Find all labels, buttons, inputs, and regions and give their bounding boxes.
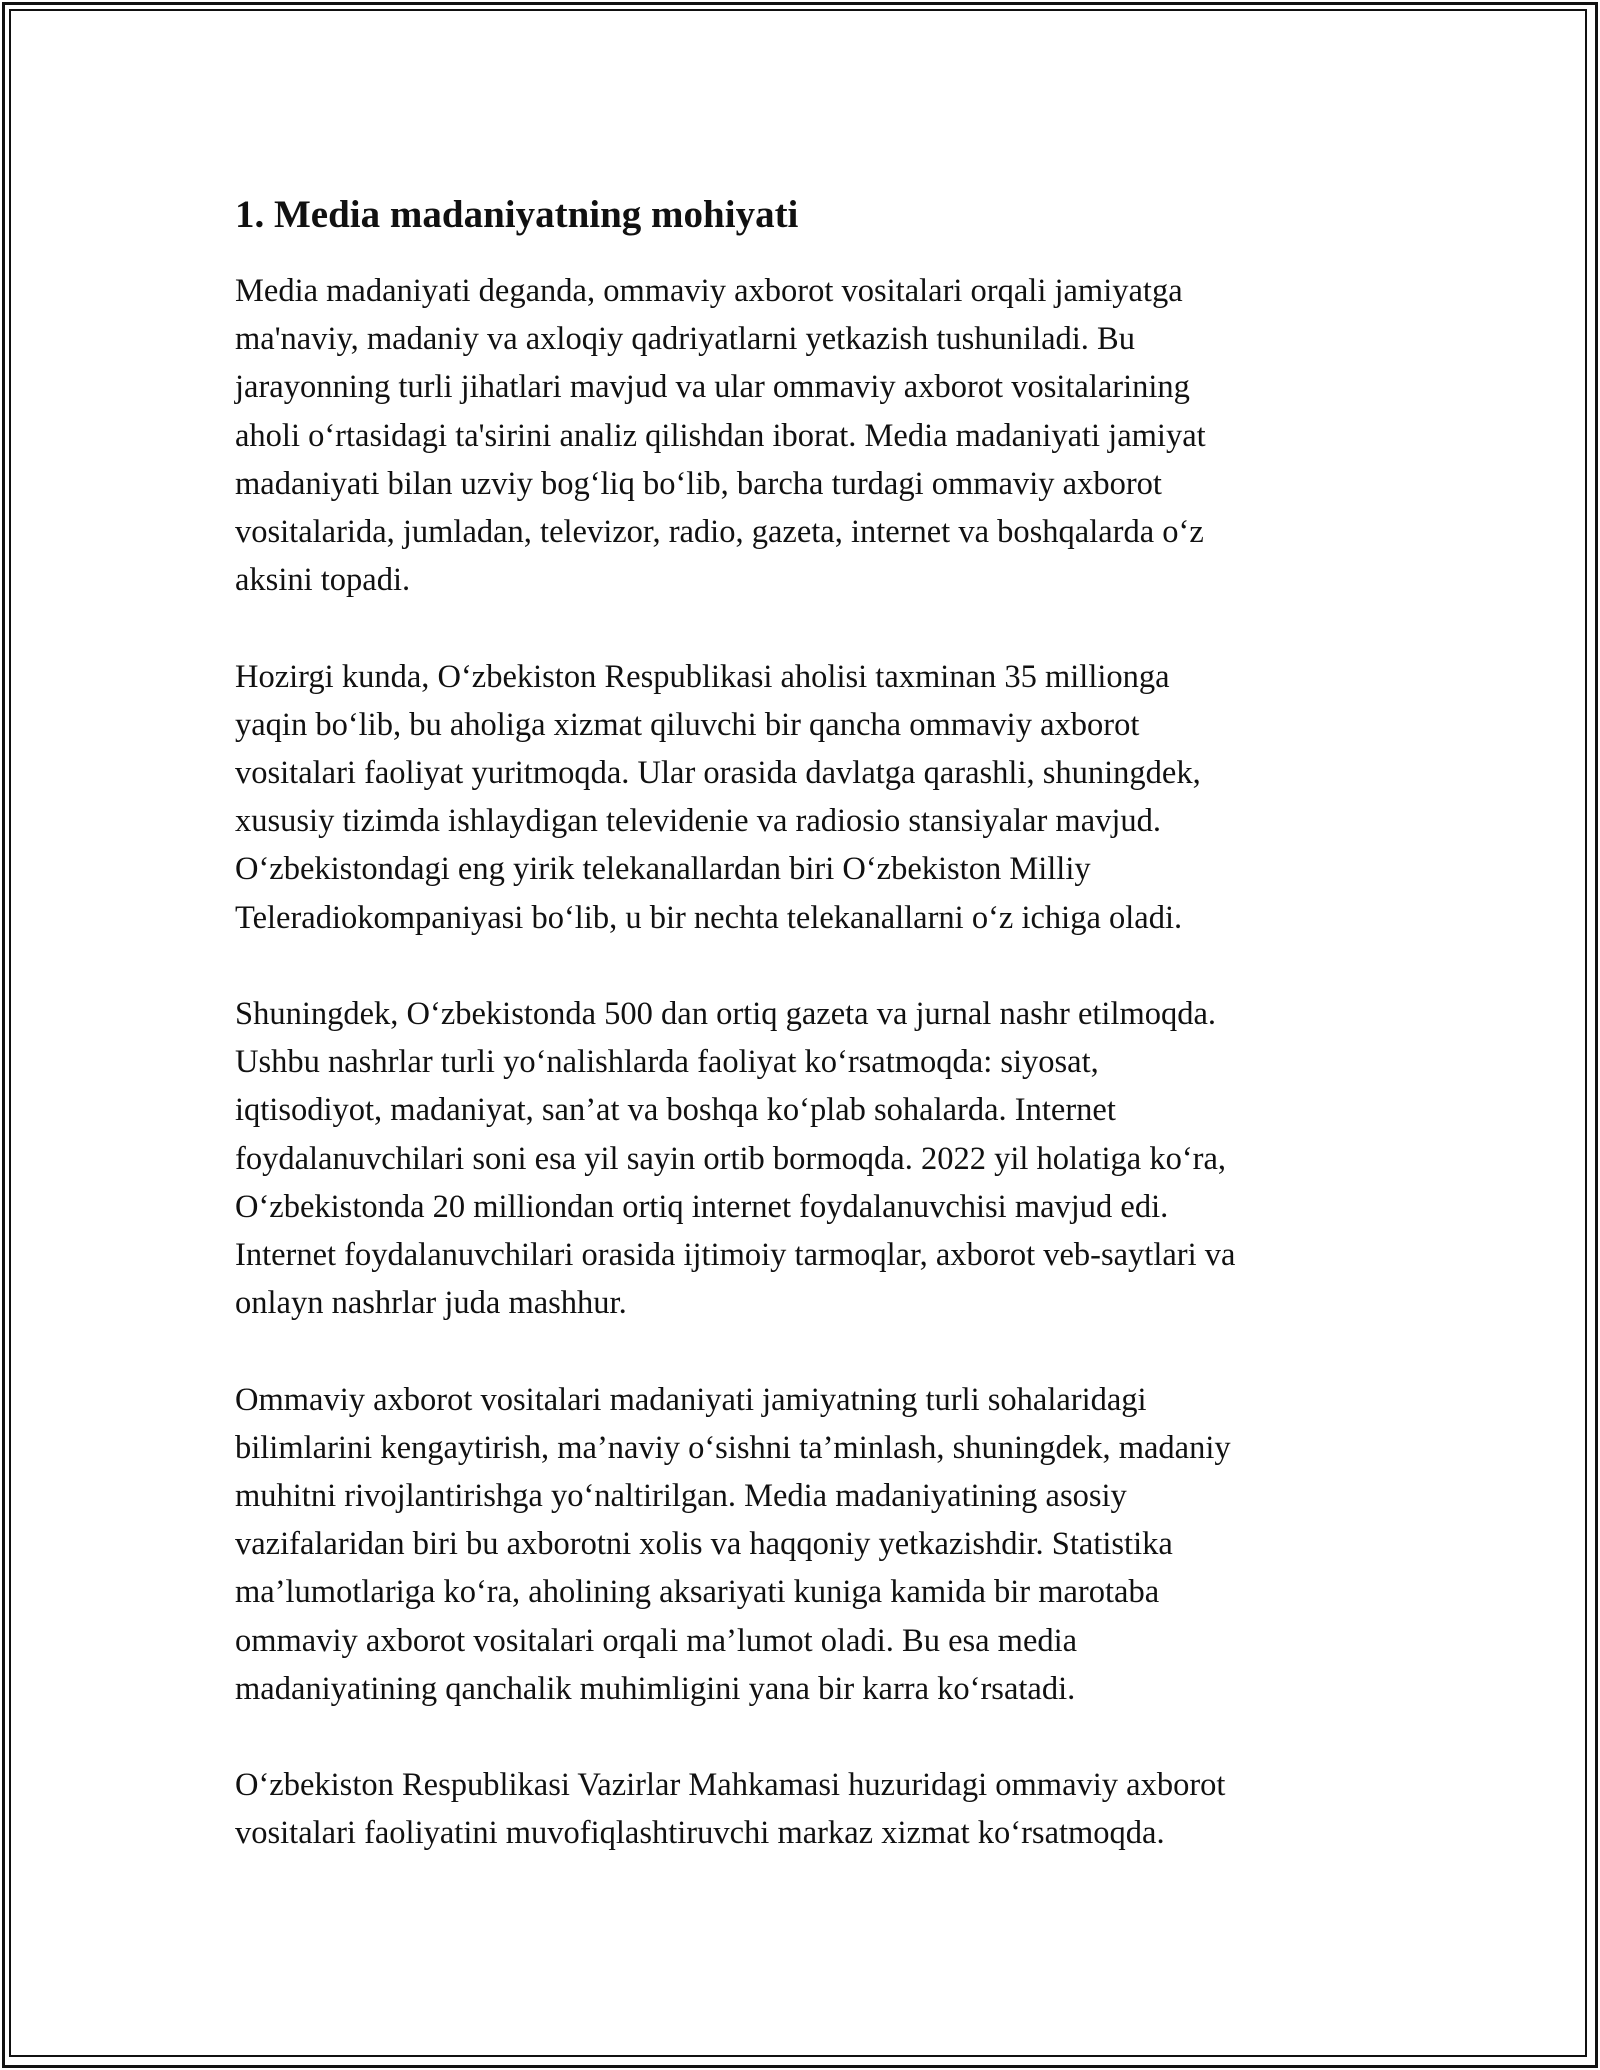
paragraph-1: Media madaniyati deganda, ommaviy axborot vositalari orqali jamiyatga ma'naviy, madaniy va axloqiy qadriyatlarni yetkazish tushuniladi. Bu jarayonning turli jihatlari mavjud va ular ommaviy axborot vositalarining aholi o‘rtasidagi ta'sirini analiz qilishdan iborat. Media madaniyati jamiyat madaniyati bilan uzviy bog‘liq bo‘lib, barcha turdagi ommaviy axborot vositalarida, jumladan, televizor, radio, gazeta, internet va boshqalarda o‘z aksini topadi. bbox=[235, 273, 1206, 599]
paragraph-5: O‘zbekiston Respublikasi Vazirlar Mahkamasi huzuridagi ommaviy axborot vositalari faoliyatini muvofiqlashtiruvchi markaz xizmat ko‘rsatmoqda. bbox=[235, 1767, 1226, 1852]
section-heading: 1. Media madaniyatning mohiyati bbox=[235, 193, 799, 236]
paragraph-2: Hozirgi kunda, O‘zbekiston Respublikasi aholisi taxminan 35 millionga yaqin bo‘lib, bu aholiga xizmat qiluvchi bir qancha ommaviy axborot vositalari faoliyat yuritmoqda. Ular orasida davlatga qarashli, shuningdek, xususiy tizimda ishlaydigan televidenie va radiosio stansiyalar mavjud. O‘zbekistondagi eng yirik telekanallardan biri O‘zbekiston Milliy Teleradiokompaniyasi bo‘lib, u bir nechta telekanallarni o‘z ichiga oladi. bbox=[235, 658, 1201, 936]
paragraph-4: Ommaviy axborot vositalari madaniyati jamiyatning turli sohalaridagi bilimlarini kengaytirish, ma’naviy o‘sishni ta’minlash, shuningdek, madaniy muhitni rivojlantirishga yo‘naltirilgan. Media madaniyatining asosiy vazifalaridan biri bu axborotni xolis va haqqoniy yetkazishdir. Statistika ma’lumotlariga ko‘ra, aholining aksariyati kuniga kamida bir marotaba ommaviy axborot vositalari orqali ma’lumot oladi. Bu esa media madaniyatining qanchalik muhimligini yana bir karra ko‘rsatadi. bbox=[235, 1381, 1231, 1707]
document-body bbox=[235, 185, 1385, 1906]
paragraph-3: Shuningdek, O‘zbekistonda 500 dan ortiq gazeta va jurnal nashr etilmoqda. Ushbu nashrlar turli yo‘nalishlarda faoliyat ko‘rsatmoqda: siyosat, iqtisodiyot, madaniyat, san’at va boshqa ko‘plab sohalarda. Internet foydalanuvchilari soni esa yil sayin ortib bormoqda. 2022 yil holatiga ko‘ra, O‘zbekistonda 20 milliondan ortiq internet foydalanuvchisi mavjud edi. Internet foydalanuvchilari orasida ijtimoiy tarmoqlar, axborot veb-saytlari va onlayn nashrlar juda mashhur. bbox=[235, 996, 1236, 1322]
